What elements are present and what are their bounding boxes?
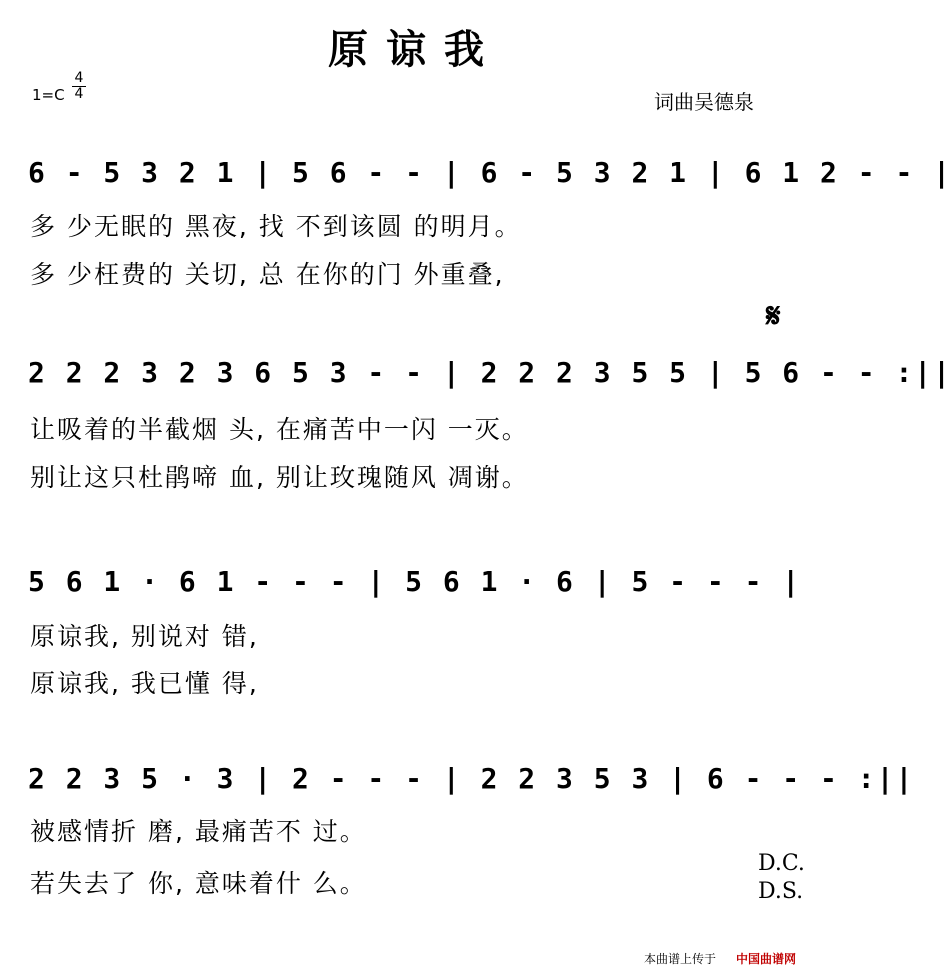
system-4-lyrics-1: 被感情折 磨, 最痛苦不 过。 [30,817,367,846]
system-3-notes: 5 6 1 · 6 1 - - - | 5 6 1 · 6 | 5 - - - | [28,565,802,598]
time-signature-bottom: 4 [74,86,84,102]
repeat-mark-ds: D.S. [758,879,804,904]
system-3-lyrics-1: 原谅我, 别说对 错, [30,622,259,651]
system-4-notes: 2 2 3 5 · 3 | 2 - - - | 2 2 3 5 3 | 6 - - - :|| [28,762,915,795]
system-1-lyrics-2: 多 少枉费的 关切, 总 在你的门 外重叠, [30,260,505,289]
credits: 词曲吴德泉 [654,90,754,114]
key-signature: 1=C [32,86,65,104]
system-1-lyrics-1: 多 少无眠的 黑夜, 找 不到该圆 的明月。 [30,212,522,241]
system-1-notes: 6 - 5 3 2 1 | 5 6 - - | 6 - 5 3 2 1 | 6 1 2 - - | [28,156,952,189]
repeat-mark-dc: D.C. [758,851,805,876]
system-2-lyrics-2: 别让这只杜鹃啼 血, 别让玫瑰随风 凋谢。 [30,463,529,492]
segno-icon: 𝄋 [766,296,781,336]
system-4-lyrics-2: 若失去了 你, 意味着什 么。 [30,869,367,898]
upload-note: 本曲谱上传于 [644,952,717,966]
system-2-lyrics-1: 让吸着的半截烟 头, 在痛苦中一闪 一灭。 [30,415,529,444]
time-signature [72,72,86,101]
site-logo: 中国曲谱网 [736,952,797,966]
system-3-lyrics-2: 原谅我, 我已懂 得, [30,669,259,698]
system-2-notes: 2 2 2 3 2 3 6 5 3 - - | 2 2 2 3 5 5 | 5 6 - - :|| [28,356,952,389]
time-signature-top: 4 [74,70,84,86]
song-title: 原谅我 [328,27,502,73]
repeat-marks [758,850,805,906]
